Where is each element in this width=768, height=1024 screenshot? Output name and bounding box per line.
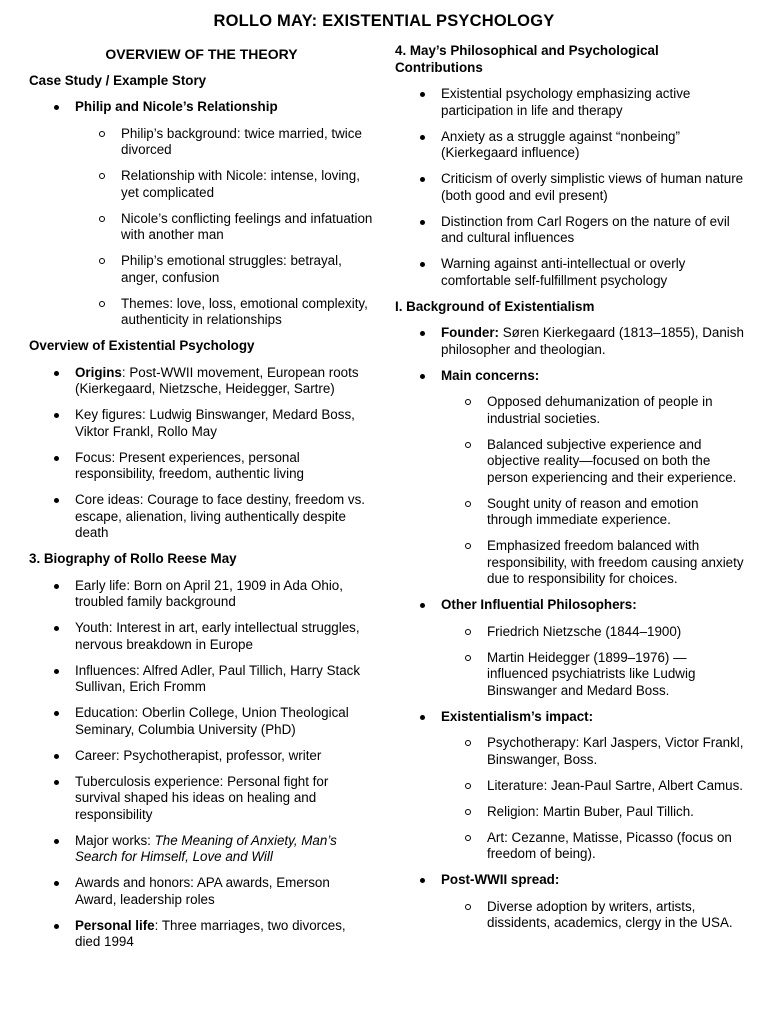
founder-label: Founder: (441, 325, 500, 340)
list-item (29, 365, 374, 398)
list-item: Art: Cezanne, Matisse, Picasso (focus on freedom of being). (441, 830, 745, 863)
list-item: Diverse adoption by writers, artists, dissidents, academics, clergy in the USA. (441, 899, 745, 932)
impact-sublist (441, 735, 745, 863)
spread-sublist (441, 899, 745, 932)
list-item: Tuberculosis experience: Personal fight for survival shaped his ideas on healing and responsibility (29, 774, 374, 824)
list-item: Sought unity of reason and emotion through immediate experience. (441, 496, 745, 529)
list-item (29, 833, 374, 866)
major-works-title-1: The Meaning of Anxiety (154, 832, 294, 848)
philosophers-sublist (441, 624, 745, 700)
list-item (395, 325, 745, 358)
list-item: Philip’s background: twice married, twice divorced (75, 126, 374, 159)
concerns-label: Main concerns: (441, 367, 540, 383)
list-item: Criticism of overly simplistic views of human nature (both good and evil present) (395, 171, 745, 204)
impact-label: Existentialism’s impact: (441, 708, 594, 724)
overview-existential-heading: Overview of Existential Psychology (29, 338, 255, 353)
biography-heading: 3. Biography of Rollo Reese May (29, 551, 237, 566)
list-item (29, 99, 374, 329)
background-heading: I. Background of Existentialism (395, 298, 595, 314)
list-item (395, 709, 745, 863)
major-works-prefix: Major works: (75, 832, 155, 848)
list-item: Existential psychology emphasizing active participation in life and therapy (395, 86, 745, 119)
major-works-separator: , (293, 832, 302, 848)
spread-label: Post-WWII spread: (441, 872, 560, 887)
list-item: Focus: Present experiences, personal responsibility, freedom, authentic living (29, 450, 374, 483)
list-item: Distinction from Carl Rogers on the nature of evil and cultural influences (395, 214, 745, 247)
contributions-list (395, 86, 745, 289)
list-item: Key figures: Ludwig Binswanger, Medard Boss, Viktor Frankl, Rollo May (29, 407, 374, 440)
case-study-list (29, 99, 374, 329)
case-study-item-label: Philip and Nicole’s Relationship (75, 99, 278, 114)
founder-text: Søren Kierkegaard (1813–1855), Danish philosopher and theologian. (441, 325, 744, 357)
list-item: Martin Heidegger (1899–1976) — influenced psychiatrists like Ludwig Binswanger and Medard Boss. (441, 650, 745, 700)
list-item (395, 872, 745, 932)
left-column (29, 46, 374, 960)
list-item: Emphasized freedom balanced with responsibility, with freedom causing anxiety due to responsibility for choices. (441, 538, 745, 588)
case-study-sublist (75, 126, 374, 329)
contributions-heading-line-1: 4. May’s Philosophical and Psychological (395, 43, 659, 58)
personal-life-label: Personal life (75, 917, 155, 933)
page-title: ROLLO MAY: EXISTENTIAL PSYCHOLOGY (213, 12, 555, 30)
right-column (395, 43, 745, 941)
list-item: Literature: Jean-Paul Sartre, Albert Camus. (441, 778, 745, 795)
list-item (395, 368, 745, 588)
list-item: Warning against anti-intellectual or overly comfortable self-fulfillment psychology (395, 256, 745, 289)
list-item: Early life: Born on April 21, 1909 in Ada Ohio, troubled family background (29, 578, 374, 611)
philosophers-label: Other Influential Philosophers: (441, 597, 637, 612)
concerns-sublist (441, 394, 745, 588)
list-item: Influences: Alfred Adler, Paul Tillich, Harry Stack Sullivan, Erich Fromm (29, 663, 374, 696)
background-list (395, 325, 745, 932)
list-item: Career: Psychotherapist, professor, writer (29, 748, 374, 765)
overview-heading: OVERVIEW OF THE THEORY (105, 46, 298, 62)
list-item: Nicole’s conflicting feelings and infatuation with another man (75, 211, 374, 244)
list-item: Balanced subjective experience and objective reality—focused on both the person experiencing and their experience. (441, 437, 745, 487)
list-item: Anxiety as a struggle against “nonbeing” (Kierkegaard influence) (395, 129, 745, 162)
origins-text: : Post-WWII movement, European roots (Kierkegaard, Nietzsche, Heidegger, Sartre) (75, 364, 359, 396)
list-item: Religion: Martin Buber, Paul Tillich. (441, 804, 745, 821)
list-item: Psychotherapy: Karl Jaspers, Victor Frankl, Binswanger, Boss. (441, 735, 745, 768)
list-item (395, 597, 745, 699)
list-item (29, 918, 374, 951)
list-item: Awards and honors: APA awards, Emerson Award, leadership roles (29, 875, 374, 908)
origins-label: Origins (75, 364, 122, 380)
list-item: Core ideas: Courage to face destiny, freedom vs. escape, alienation, living authentically despite death (29, 492, 374, 542)
major-works-title-2: Man’s Search for Himself, Love and Will (75, 832, 337, 864)
list-item: Friedrich Nietzsche (1844–1900) (441, 624, 745, 641)
list-item: Education: Oberlin College, Union Theological Seminary, Columbia University (PhD) (29, 705, 374, 738)
contributions-heading (395, 43, 745, 76)
list-item: Opposed dehumanization of people in industrial societies. (441, 394, 745, 427)
list-item: Relationship with Nicole: intense, loving, yet complicated (75, 168, 374, 201)
overview-list (29, 365, 374, 542)
list-item: Themes: love, loss, emotional complexity, authenticity in relationships (75, 296, 374, 329)
list-item: Youth: Interest in art, early intellectual struggles, nervous breakdown in Europe (29, 620, 374, 653)
personal-life-text: : Three marriages, two divorces, died 1994 (75, 917, 346, 949)
biography-list (29, 578, 374, 951)
contributions-heading-line-2: Contributions (395, 59, 483, 75)
case-study-heading: Case Study / Example Story (29, 72, 207, 88)
list-item: Philip’s emotional struggles: betrayal, anger, confusion (75, 253, 374, 286)
